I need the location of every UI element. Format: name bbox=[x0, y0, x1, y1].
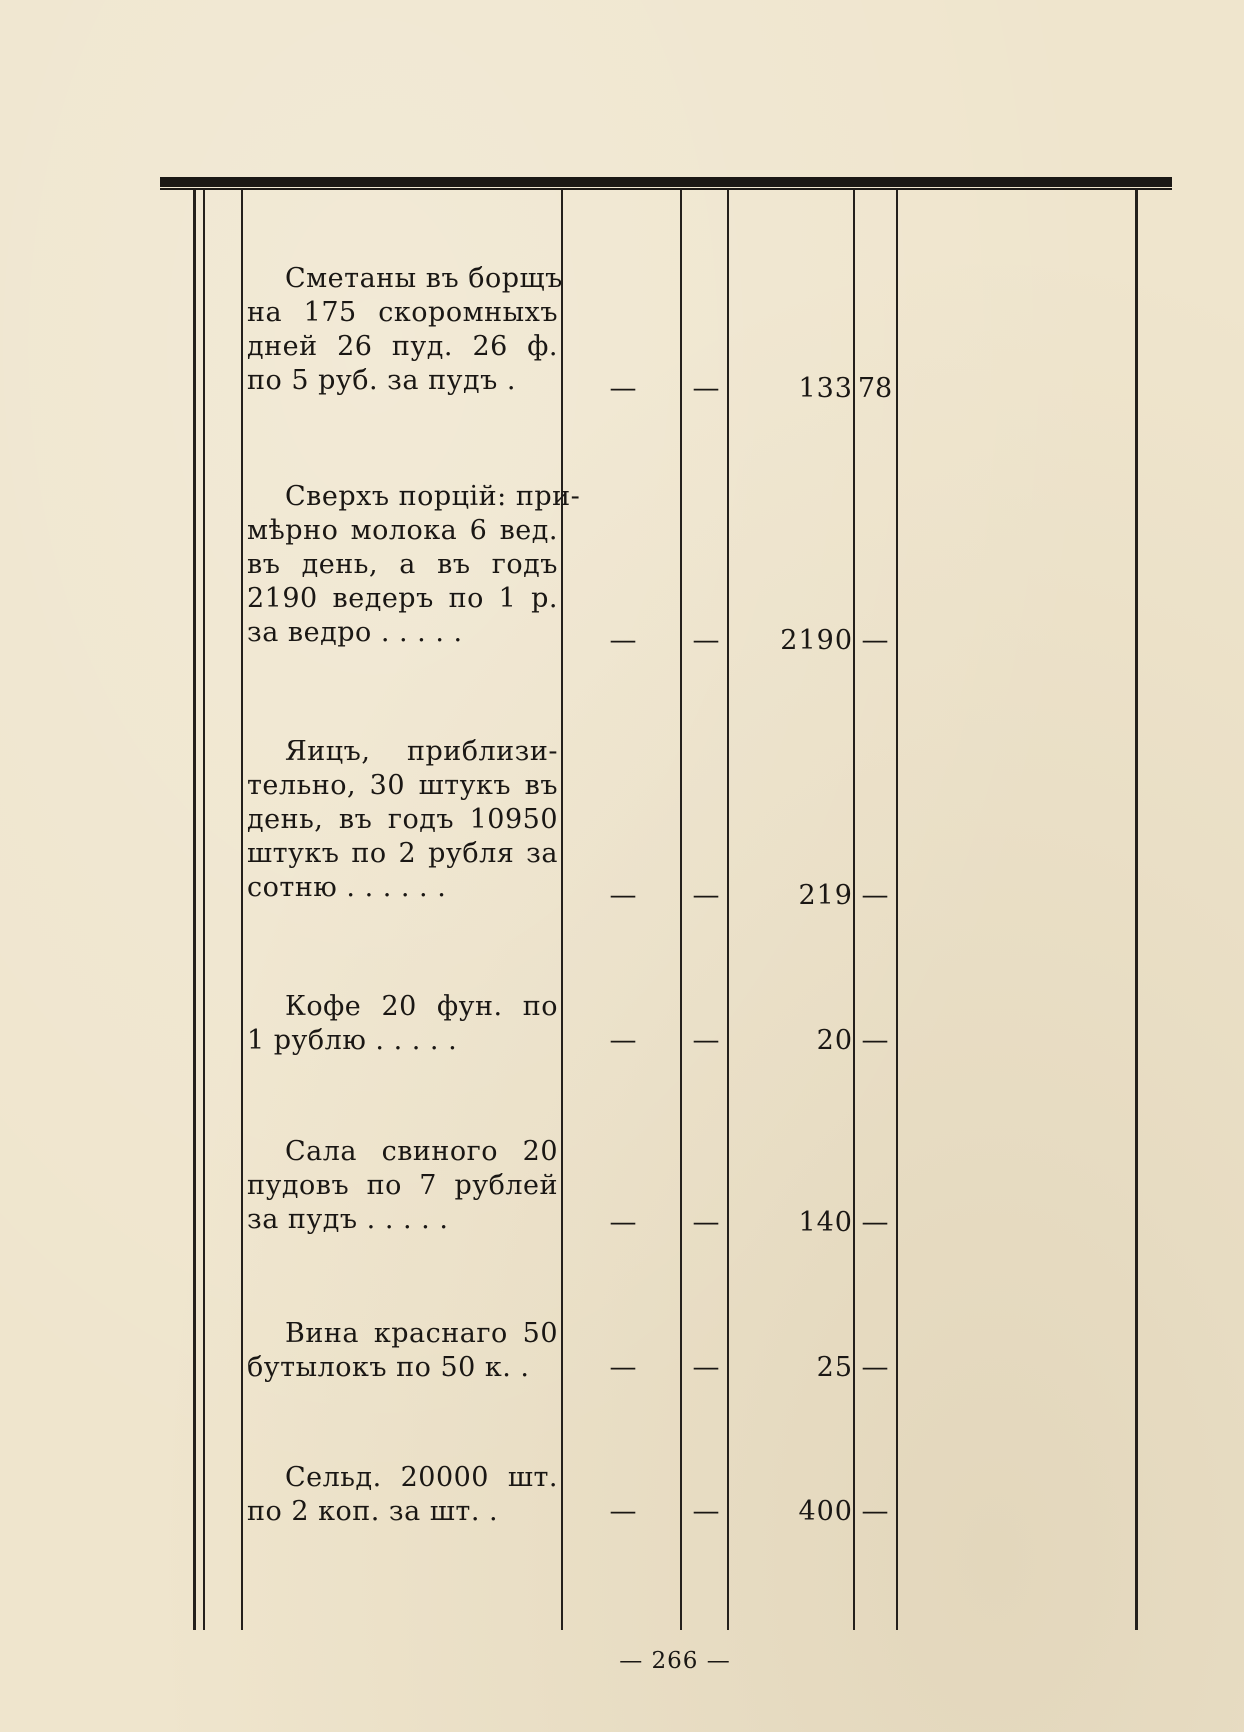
dash-column-2: — bbox=[692, 1496, 720, 1527]
dash-column-1: — bbox=[609, 880, 637, 911]
description-line: Сала свиного 20 bbox=[285, 1136, 558, 1167]
column-rule-1 bbox=[680, 190, 682, 1630]
description-line: Сметаны въ борщъ bbox=[285, 263, 563, 294]
dash-column-1: — bbox=[609, 1025, 637, 1056]
description-line: Вина краснаго 50 bbox=[285, 1318, 558, 1349]
dash-column-1: — bbox=[609, 373, 637, 404]
description-line: пудовъ по 7 рублей bbox=[247, 1170, 558, 1201]
dash-column-2: — bbox=[692, 373, 720, 404]
description-line: Кофе 20 фун. по bbox=[285, 991, 558, 1022]
description-line: по 2 коп. за шт. . bbox=[247, 1496, 499, 1527]
dash-column-1: — bbox=[609, 1352, 637, 1383]
kopecks-value: — bbox=[861, 1496, 889, 1527]
kopecks-value: — bbox=[861, 1352, 889, 1383]
left-outer-rule bbox=[193, 190, 196, 1630]
rubles-value: 20 bbox=[816, 1025, 853, 1056]
column-rule-2 bbox=[727, 190, 729, 1630]
description-line: дней 26 пуд. 26 ф. bbox=[247, 331, 558, 362]
description-line: по 5 руб. за пудъ . bbox=[247, 365, 516, 396]
description-line: Сельд. 20000 шт. bbox=[285, 1462, 558, 1493]
rubles-right-rule bbox=[853, 190, 855, 1630]
page-number: — 266 — bbox=[619, 1648, 731, 1674]
entry-description bbox=[247, 480, 581, 650]
dash-column-2: — bbox=[692, 880, 720, 911]
description-line: на 175 скоромныхъ bbox=[247, 297, 558, 328]
description-left-rule bbox=[241, 190, 243, 1630]
rubles-value: 140 bbox=[798, 1207, 853, 1238]
dash-column-1: — bbox=[609, 625, 637, 656]
dash-column-2: — bbox=[692, 1207, 720, 1238]
kopecks-value: — bbox=[861, 880, 889, 911]
description-line: въ день, а въ годъ bbox=[247, 549, 558, 580]
kopecks-right-rule bbox=[896, 190, 898, 1630]
rubles-value: 400 bbox=[798, 1496, 853, 1527]
entry-description bbox=[247, 1317, 558, 1385]
kopecks-value: 78 bbox=[857, 373, 893, 404]
description-line: 2190 ведеръ по 1 р. bbox=[247, 583, 558, 614]
kopecks-value: — bbox=[861, 1025, 889, 1056]
entry-description bbox=[247, 990, 558, 1058]
description-line: тельно, 30 штукъ въ bbox=[247, 770, 558, 801]
rubles-value: 2190 bbox=[780, 625, 853, 656]
left-inner-rule bbox=[203, 190, 205, 1630]
description-right-rule bbox=[561, 190, 563, 1630]
entry-description bbox=[247, 1135, 558, 1237]
dash-column-1: — bbox=[609, 1207, 637, 1238]
dash-column-2: — bbox=[692, 1025, 720, 1056]
kopecks-value: — bbox=[861, 1207, 889, 1238]
description-line: бутылокъ по 50 к. . bbox=[247, 1352, 530, 1383]
description-line: день, въ годъ 10950 bbox=[247, 804, 558, 835]
rubles-value: 133 bbox=[798, 373, 853, 404]
top-rule bbox=[160, 177, 1172, 187]
dash-column-1: — bbox=[609, 1496, 637, 1527]
description-line: Яицъ, приблизи- bbox=[285, 736, 558, 767]
rubles-value: 25 bbox=[816, 1352, 853, 1383]
entry-description bbox=[247, 262, 563, 398]
dash-column-2: — bbox=[692, 1352, 720, 1383]
right-outer-rule bbox=[1135, 190, 1138, 1630]
dash-column-2: — bbox=[692, 625, 720, 656]
description-line: сотню . . . . . . bbox=[247, 872, 447, 903]
description-line: штукъ по 2 рубля за bbox=[247, 838, 558, 869]
entry-description bbox=[247, 1461, 558, 1529]
description-line: Сверхъ порцій: при- bbox=[285, 481, 581, 512]
rubles-value: 219 bbox=[798, 880, 853, 911]
entry-description bbox=[247, 735, 558, 905]
description-line: мѣрно молока 6 вед. bbox=[247, 515, 558, 546]
kopecks-value: — bbox=[861, 625, 889, 656]
description-line: за пудъ . . . . . bbox=[247, 1204, 449, 1235]
description-line: 1 рублю . . . . . bbox=[247, 1025, 458, 1056]
top-rule-thin bbox=[160, 188, 1172, 190]
description-line: за ведро . . . . . bbox=[247, 617, 463, 648]
